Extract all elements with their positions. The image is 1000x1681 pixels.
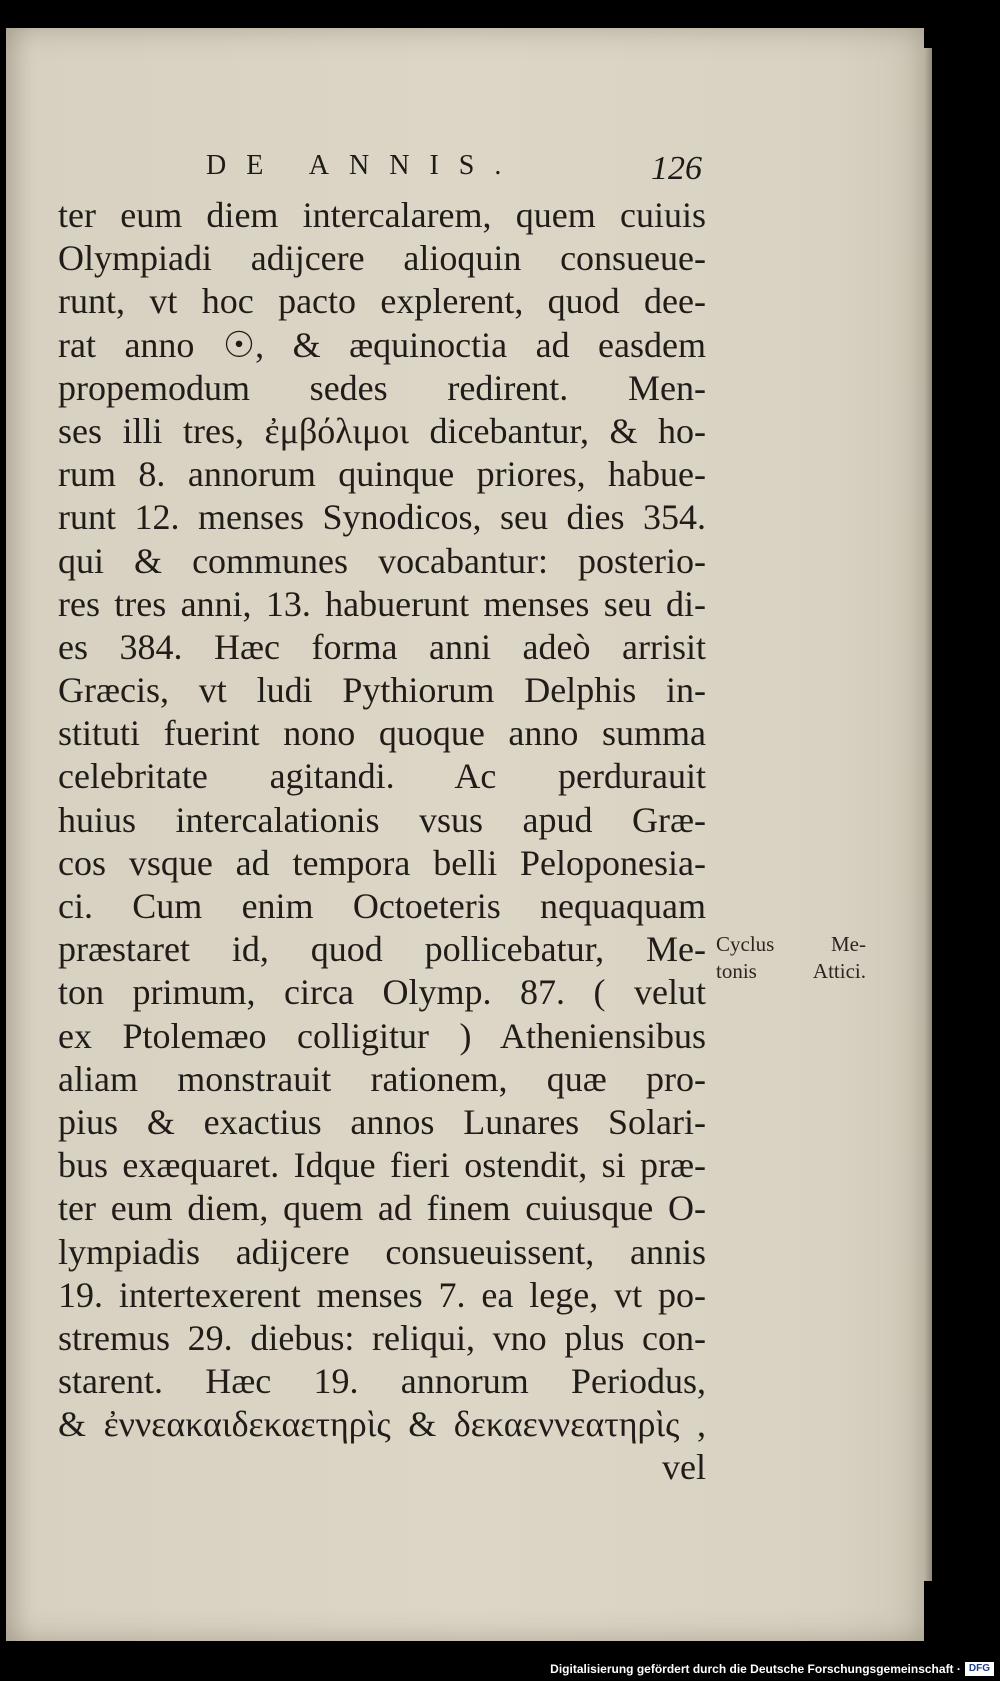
text-line: starent. Hæc 19. annorum Periodus, [58,1361,706,1402]
text-line: runt, vt hoc pacto explerent, quod dee- [58,281,706,322]
text-line: stremus 29. diebus: reliqui, vno plus con- [58,1317,706,1358]
text-line: rat anno ☉, & æquinoctia ad easdem [58,324,706,365]
running-head: DE ANNIS. [206,150,522,181]
marginal-note-line: tonis Attici. [716,959,866,983]
text-line: rum 8. annorum quinque priores, habue- [58,454,706,495]
catchword: vel [662,1447,706,1488]
text-line: bus exæquaret. Idque fieri ostendit, si præ- [58,1145,706,1186]
text-line: Græcis, vt ludi Pythiorum Delphis in- [58,670,706,711]
text-line: propemodum sedes redirent. Men- [58,367,706,408]
text-line: ci. Cum enim Octoeteris nequaquam [58,886,706,926]
dfg-logo: DFG [965,1662,994,1676]
text-line: res tres anni, 13. habuerunt menses seu di- [58,583,706,624]
text-line: Olympiadi adijcere alioquin consueue- [58,238,706,279]
marginal-note-line: Cyclus Me- [716,932,866,956]
text-line: ses illi tres, ἐμβόλιμοι dicebantur, & ho- [58,410,706,451]
text-line: runt 12. menses Synodicos, seu dies 354. [58,497,706,538]
page-number: 126 [651,150,702,187]
text-line: qui & communes vocabantur: posterio- [58,540,706,581]
text-line: huius intercalationis vsus apud Græ- [58,799,706,840]
text-line: stituti fuerint nono quoque anno summa [58,713,706,754]
body-text [58,194,706,1490]
text-line: cos vsque ad tempora belli Peloponesia- [58,842,706,883]
text-line: ter eum diem intercalarem, quem cuiuis [58,195,706,235]
text-line: lympiadis adijcere consueuissent, annis [58,1231,706,1272]
marginal-note [716,931,866,985]
page-edge [924,48,932,1581]
text-line: pius & exactius annos Lunares Solari- [58,1101,706,1142]
text-line: 19. intertexerent menses 7. ea lege, vt po- [58,1274,706,1315]
text-line: aliam monstrauit rationem, quæ pro- [58,1058,706,1099]
text-line: ter eum diem, quem ad finem cuiusque O- [58,1188,706,1229]
text-line: præstaret id, quod pollicebatur, Me- [58,929,706,970]
text-line: es 384. Hæc forma anni adeò arrisit [58,626,706,667]
text-line: ton primum, circa Olymp. 87. ( velut [58,972,706,1013]
text-line: celebritate agitandi. Ac perdurauit [58,756,706,797]
digitization-credit [500,1657,1000,1681]
text-line: & ἐννεακαιδεκαετηρὶς & δεκαεννεατηρὶς , [58,1404,706,1445]
scanned-page [6,28,924,1641]
text-line: ex Ptolemæo colligitur ) Atheniensibus [58,1015,706,1056]
credit-text: Digitalisierung gefördert durch die Deutsche Forschungsgemeinschaft · [550,1662,961,1676]
